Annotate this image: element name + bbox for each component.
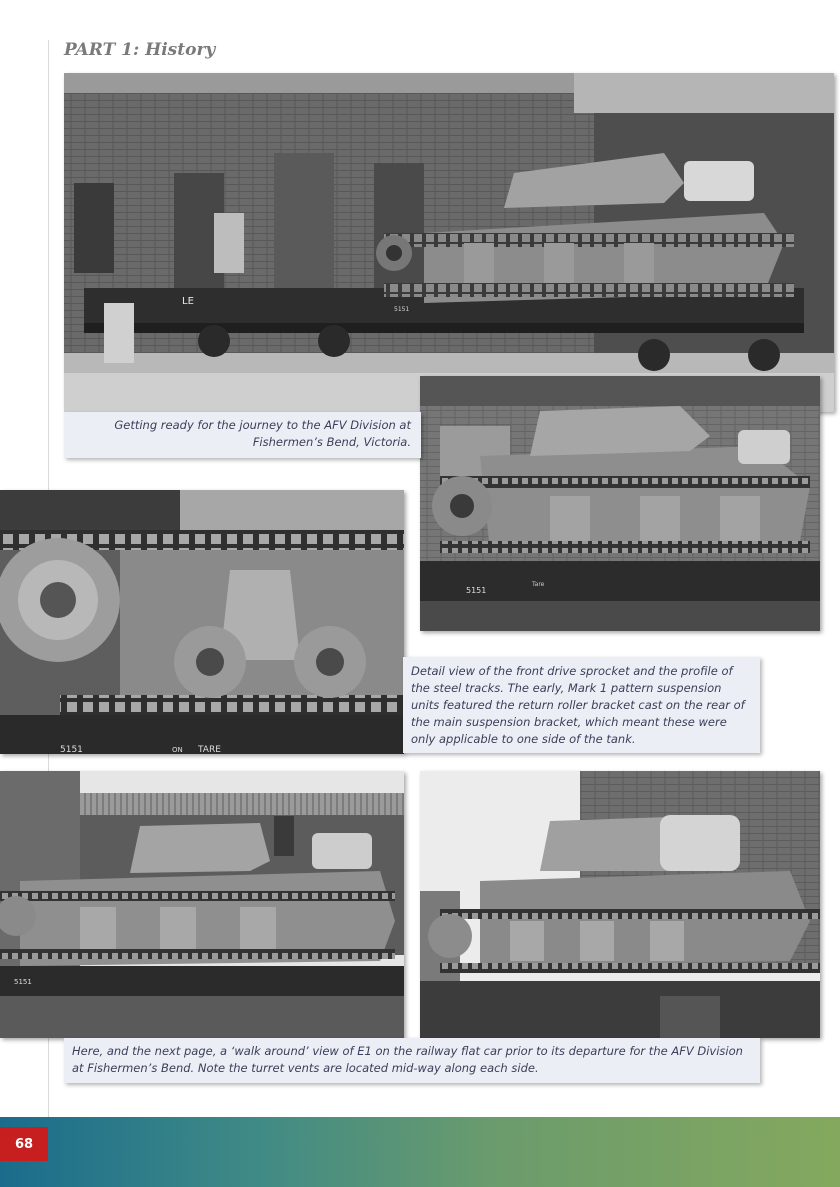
- page-number: 68: [0, 1127, 48, 1161]
- caption-sprocket-detail: Detail view of the front drive sprocket and the profile of the steel tracks. The early, Mark 1 pattern suspension units featured the return roller bracket cast on the rear of the main suspension bracket, which meant these were only applicable to one side of the tank.: [403, 657, 760, 753]
- footer-band: [0, 1117, 840, 1187]
- caption-photo-1: Getting ready for the journey to the AFV Division at Fishermen’s Bend, Victoria.: [64, 412, 421, 458]
- photo-2-tare-label: Tare: [532, 581, 545, 588]
- photo-3-on-label: ON: [172, 746, 183, 754]
- photo-1-overlay-letters: LE: [182, 296, 194, 307]
- photo-1-car-number: 5151: [394, 306, 410, 313]
- photo-tank-flatcar-factory: [64, 73, 834, 412]
- section-title: PART 1: History: [64, 40, 216, 60]
- photo-tank-side-soldier: [0, 771, 404, 1038]
- photo-tank-three-quarter-front: [420, 376, 820, 631]
- photo-2-car-number: 5151: [466, 586, 487, 595]
- photo-tank-rear-view: [420, 771, 820, 1038]
- photo-3-car-number: 5151: [60, 745, 83, 754]
- caption-walk-around: Here, and the next page, a ‘walk around’ view of E1 on the railway flat car prior to its departure for the AFV Division at Fishermen’s Bend. Note the turret vents are located mid-way along each side.: [64, 1038, 760, 1083]
- photo-3-tare-label: TARE: [198, 745, 221, 754]
- photo-sprocket-detail: [0, 490, 404, 754]
- photo-4-car-number: 5151: [14, 978, 32, 986]
